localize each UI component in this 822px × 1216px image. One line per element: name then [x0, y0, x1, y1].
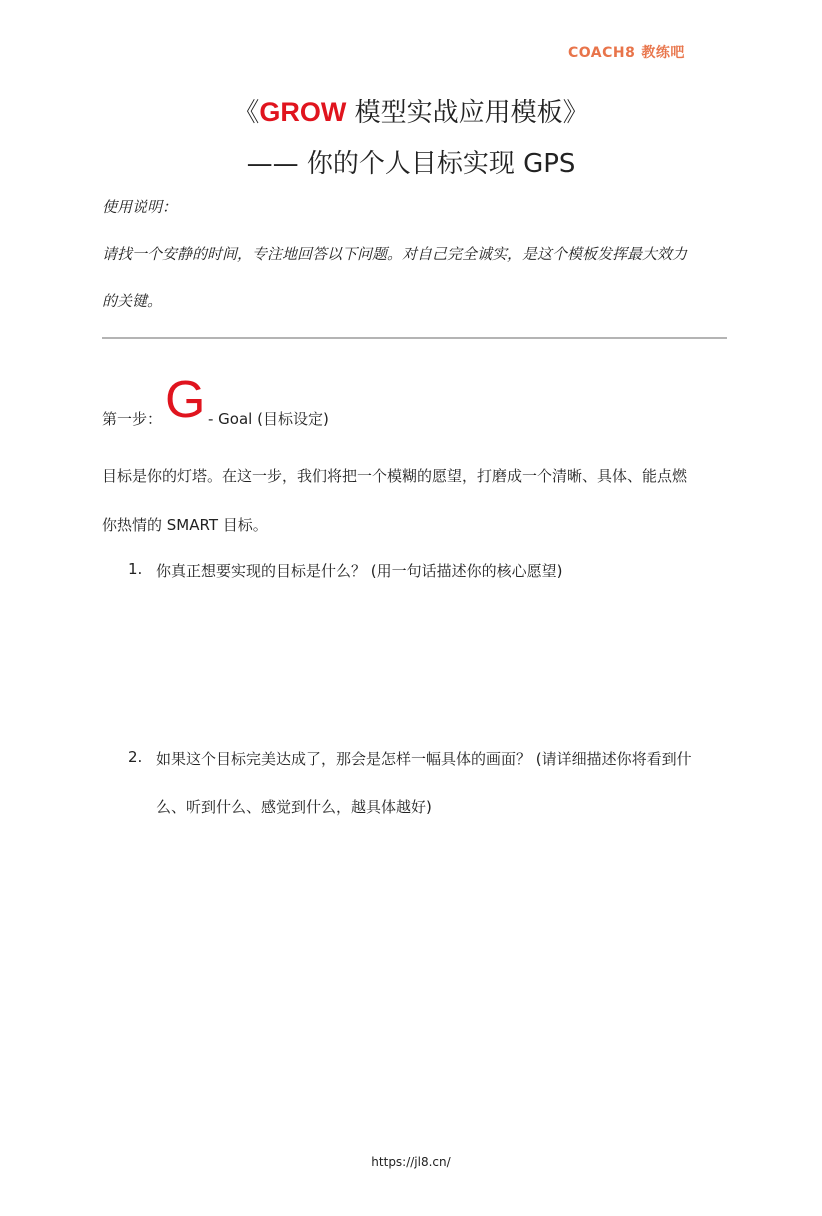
question-number: 1.: [128, 560, 143, 578]
question-text-line-1: 如果这个目标完美达成了，那会是怎样一幅具体的画面？ (请详细描述你将看到什: [156, 750, 692, 768]
step-title: - Goal (目标设定): [208, 410, 329, 428]
page-title: [0, 92, 822, 129]
title-rest: 模型实战应用模板》: [346, 98, 589, 128]
section-divider: [102, 337, 727, 339]
instructions-heading: 使用说明：: [102, 198, 178, 216]
question-text-line-2: 么、听到什么、感觉到什么，越具体越好): [156, 798, 432, 816]
page-subtitle: —— 你的个人目标实现 GPS: [246, 149, 576, 179]
intro-line-1: 目标是你的灯塔。在这一步，我们将把一个模糊的愿望，打磨成一个清晰、具体、能点燃: [102, 467, 688, 485]
intro-line-2: 你热情的 SMART 目标。: [102, 516, 268, 534]
brand-logo: [568, 42, 685, 62]
question-number: 2.: [128, 748, 143, 766]
instructions-line-1: 请找一个安静的时间，专注地回答以下问题。对自己完全诚实，是这个模板发挥最大效力: [102, 245, 688, 263]
logo-english: COACH8: [568, 45, 636, 61]
step-letter-g: G: [165, 371, 206, 429]
instructions-line-2: 的关键。: [102, 292, 163, 310]
step-label: 第一步：: [102, 410, 163, 428]
question-text: 你真正想要实现的目标是什么？ (用一句话描述你的核心愿望): [156, 562, 563, 580]
footer-url: https://jl8.cn/: [371, 1155, 451, 1169]
title-open-bracket: 《: [233, 98, 260, 128]
title-grow-highlight: GROW: [259, 97, 347, 127]
logo-chinese: 教练吧: [641, 45, 685, 61]
